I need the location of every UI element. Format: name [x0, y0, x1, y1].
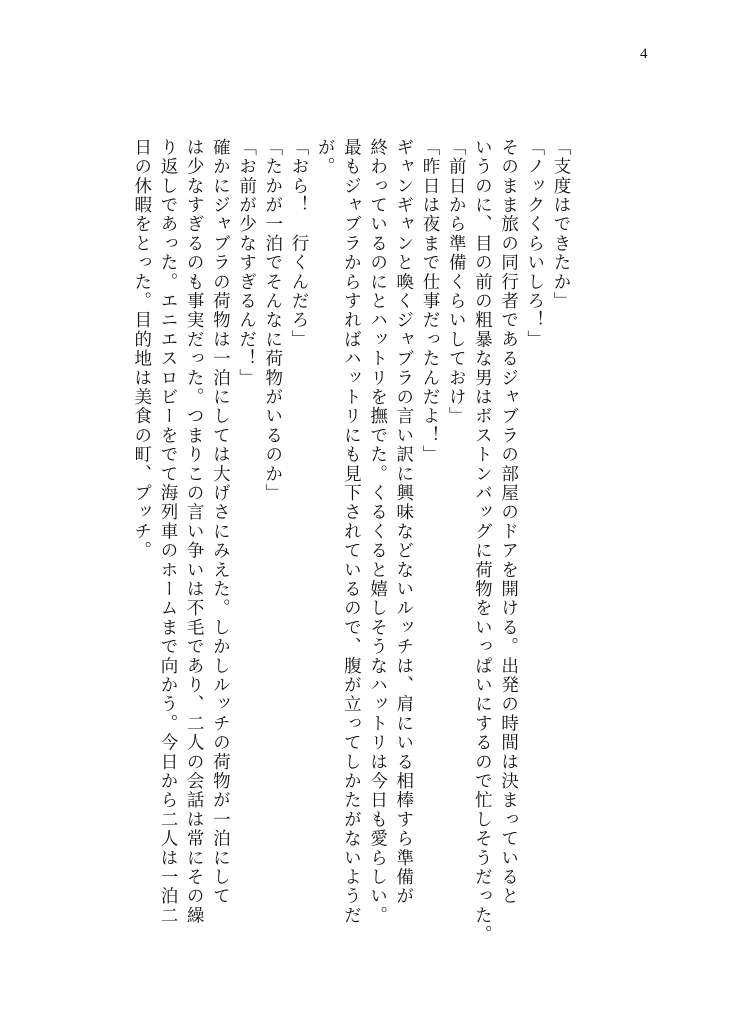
text-line: 「お前が少なすぎるんだ！」	[236, 138, 257, 388]
body-text	[129, 138, 574, 945]
text-line: 「おら！ 行くんだろ」	[288, 138, 309, 350]
text-line: が。	[315, 138, 336, 177]
text-line: そのまま旅の同行者であるジャブラの部屋のドアを開ける。出発の時間は決まっていると	[498, 138, 519, 906]
text-line: いうのに、目の前の粗暴な男はボストンバッグに荷物をいっぱいにするので忙しそうだった。	[472, 138, 493, 945]
text-line: 日の休暇をとった。目的地は美食の町、プッチ。	[131, 138, 152, 561]
text-line: 「支度はできたか」	[551, 138, 571, 311]
text-line: り返しであった。エニエスロビーをでて海列車のホームまで向かう。今日から二人は一泊二	[157, 138, 178, 926]
text-line: 終わっているのにとハットリを撫でた。くるくると嬉しそうなハットリは今日も愛らしい。	[367, 138, 388, 926]
text-line: は少なすぎるのも事実だった。つまりこの言い争いは不毛であり、二人の会話は常にその繰	[184, 138, 205, 926]
text-line: 「たかが一泊でそんなに荷物がいるのか」	[262, 138, 283, 503]
text-line: 最もジャブラからすればハットリにも見下されているので、腹が立ってしかたがないようだ	[341, 138, 362, 926]
text-line: 「昨日は夜まで仕事だったんだよ！」	[419, 138, 440, 465]
text-line: 「前日から準備くらいしておけ」	[446, 138, 467, 426]
text-line: ギャンギャンと喚くジャブラの言い訳に興味などないルッチは、肩にいる相棒すら準備が	[393, 138, 414, 906]
text-line: 「ノックくらいしろ！」	[524, 138, 545, 350]
text-line: 確かにジャブラの荷物は一泊にしては大げさにみえた。しかしルッチの荷物が一泊にして	[210, 138, 231, 906]
page-number: 4	[640, 46, 648, 62]
